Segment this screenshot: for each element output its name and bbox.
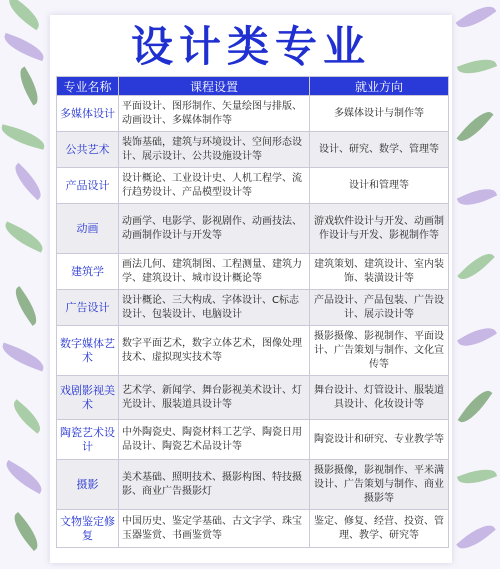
table-row: [57, 460, 449, 510]
career-cell: 多媒体设计与制作等: [310, 96, 449, 132]
table-row: [57, 204, 449, 254]
course-cell: 中外陶瓷史、陶瓷材料工艺学、陶瓷日用品设计、陶瓷艺术品设计等: [119, 420, 310, 460]
major-name: 产品设计: [57, 168, 119, 204]
course-cell: 数字平面艺术，数字立体艺术，图像处理技术、虚拟现实技术等: [119, 326, 310, 376]
major-name: 戏剧影视美术: [57, 376, 119, 420]
header-careers: 就业方向: [310, 77, 449, 96]
table-row: [57, 510, 449, 548]
career-cell: 陶瓷设计和研究、专业教学等: [310, 420, 449, 460]
major-name: 摄影: [57, 460, 119, 510]
table-row: [57, 96, 449, 132]
course-cell: 艺术学、新闻学、舞台影视美术设计、灯光设计、服装道具设计等: [119, 376, 310, 420]
course-cell: 平面设计、图形制作、矢量绘图与排版、动画设计、多媒体制作等: [119, 96, 310, 132]
table-row: [57, 254, 449, 290]
course-cell: 美术基础、照明技术、摄影构图、特技摄影、商业广告摄影灯: [119, 460, 310, 510]
course-cell: 设计概论、三大构成、字体设计、C标志设计、包装设计、电脑设计: [119, 290, 310, 326]
career-cell: 摄影摄像、影视制作、平面设计、广告策划与制作、文化宣传等: [310, 326, 449, 376]
major-name: 广告设计: [57, 290, 119, 326]
major-name: 建筑学: [57, 254, 119, 290]
career-cell: 产品设计、产品包装、广告设计、展示设计等: [310, 290, 449, 326]
majors-table: [56, 76, 449, 548]
header-courses: 课程设置: [119, 77, 310, 96]
major-name: 动画: [57, 204, 119, 254]
table-row: [57, 376, 449, 420]
header-major: 专业名称: [57, 77, 119, 96]
career-cell: 建筑策划、建筑设计、室内装饰、装潢设计等: [310, 254, 449, 290]
table-header-row: [57, 77, 449, 96]
table-row: [57, 326, 449, 376]
table-row: [57, 168, 449, 204]
table-row: [57, 132, 449, 168]
career-cell: 设计、研究、数学、管理等: [310, 132, 449, 168]
course-cell: 动画学、电影学、影视剧作、动画技法、动画制作设计与开发等: [119, 204, 310, 254]
course-cell: 画法几何、建筑制图、工程测量、建筑力学、建筑设计、城市设计概论等: [119, 254, 310, 290]
major-name: 陶瓷艺术设计: [57, 420, 119, 460]
career-cell: 摄影摄像，影视制作、平米满设计、广告策划与制作、商业摄影等: [310, 460, 449, 510]
table-row: [57, 290, 449, 326]
career-cell: 游戏软件设计与开发、动画制作设计与开发、影视制作等: [310, 204, 449, 254]
page-title: 设计类专业: [130, 22, 371, 71]
career-cell: 设计和管理等: [310, 168, 449, 204]
table-row: [57, 420, 449, 460]
major-name: 数字媒体艺术: [57, 326, 119, 376]
course-cell: 设计概论、工业设计史、人机工程学、流行趋势设计、产品模型设计等: [119, 168, 310, 204]
course-cell: 中国历史、鉴定学基础、古文字学、珠宝玉器鉴赏、书画鉴赏等: [119, 510, 310, 548]
course-cell: 装饰基础，建筑与环境设计、空间形态设计、展示设计、公共设施设计等: [119, 132, 310, 168]
major-name: 多媒体设计: [57, 96, 119, 132]
career-cell: 舞台设计、灯管设计、服装道具设计、化妆设计等: [310, 376, 449, 420]
major-name: 公共艺术: [57, 132, 119, 168]
major-name: 文物鉴定修复: [57, 510, 119, 548]
career-cell: 鉴定、修复、经营、投资、管理、教学、研究等: [310, 510, 449, 548]
